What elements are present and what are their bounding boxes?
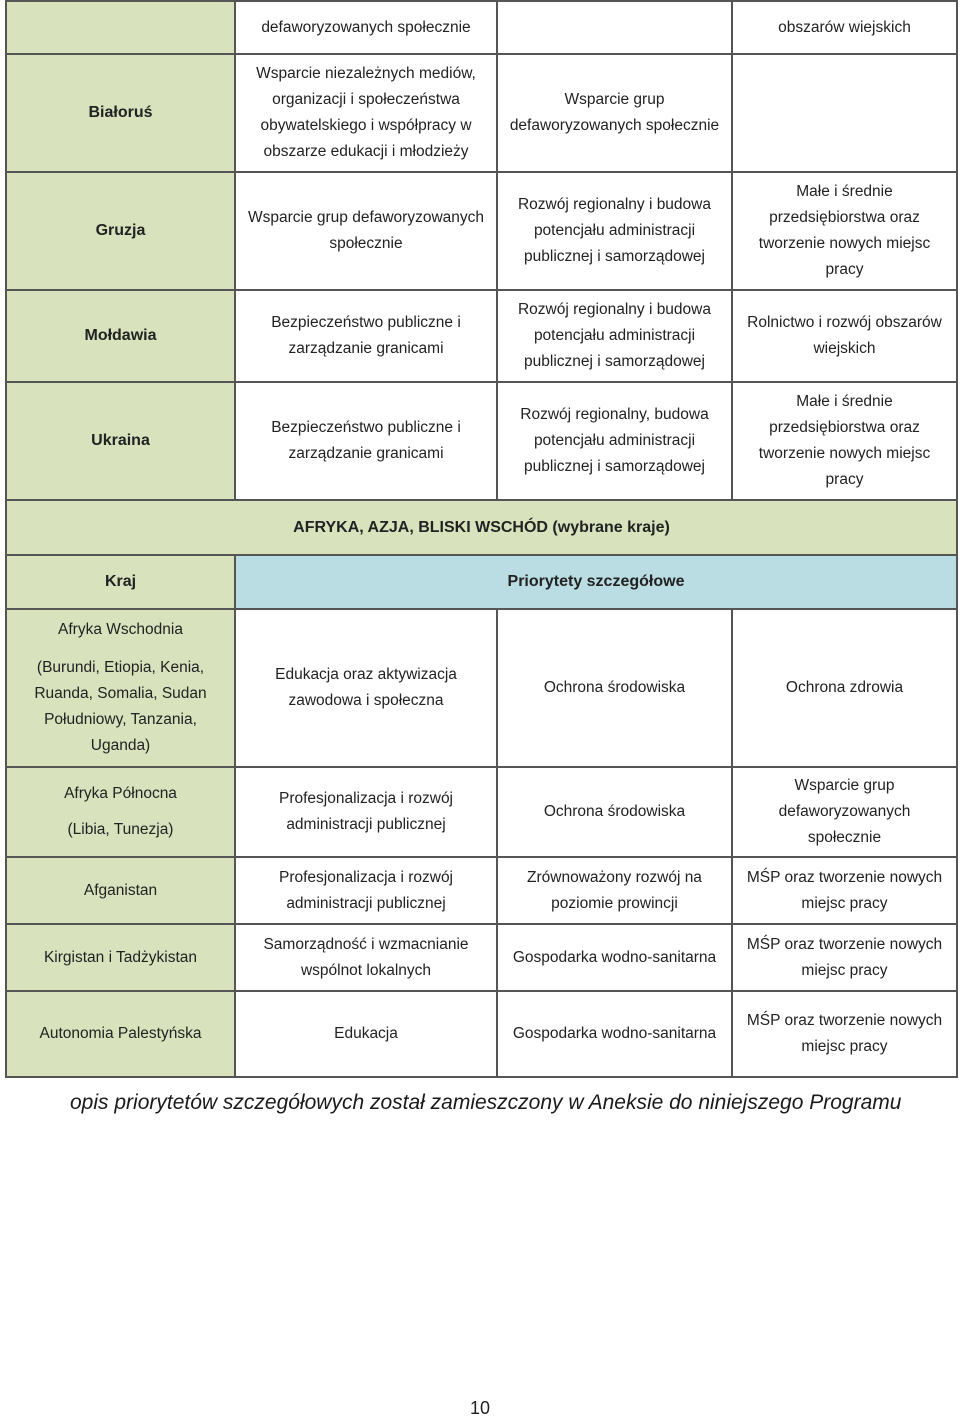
- country-cell: [6, 1, 235, 54]
- priority-cell: Wsparcie grup defaworyzowanych społecznie: [235, 172, 497, 290]
- table-row: [6, 172, 957, 290]
- priority-cell: Bezpieczeństwo publiczne i zarządzanie granicami: [235, 290, 497, 382]
- country-name: Afryka Wschodnia: [58, 621, 183, 638]
- country-cell: Ukraina: [6, 382, 235, 500]
- table-row: [6, 857, 957, 924]
- country-cell: Gruzja: [6, 172, 235, 290]
- table-row: [6, 609, 957, 767]
- table-row: [6, 924, 957, 991]
- priority-cell: Małe i średnie przedsiębiorstwa oraz tworzenie nowych miejsc pracy: [732, 172, 957, 290]
- table-row: [6, 1, 957, 54]
- table-row: [6, 54, 957, 172]
- priority-cell: Profesjonalizacja i rozwój administracji publicznej: [235, 857, 497, 924]
- country-cell: Mołdawia: [6, 290, 235, 382]
- table-row: [6, 767, 957, 857]
- priority-cell: Gospodarka wodno-sanitarna: [497, 991, 732, 1077]
- country-cell: Autonomia Palestyńska: [6, 991, 235, 1077]
- country-sub: (Burundi, Etiopia, Kenia, Ruanda, Somalia, Sudan Południowy, Tanzania, Uganda): [34, 659, 207, 754]
- priority-cell: Rolnictwo i rozwój obszarów wiejskich: [732, 290, 957, 382]
- priority-cell: Ochrona środowiska: [497, 609, 732, 767]
- country-cell: Kirgistan i Tadżykistan: [6, 924, 235, 991]
- priority-cell: MŚP oraz tworzenie nowych miejsc pracy: [732, 924, 957, 991]
- priority-cell: Edukacja: [235, 991, 497, 1077]
- priority-cell: obszarów wiejskich: [732, 1, 957, 54]
- priority-cell: Samorządność i wzmacnianie wspólnot lokalnych: [235, 924, 497, 991]
- section-row: [6, 500, 957, 555]
- table-row: [6, 382, 957, 500]
- priority-cell: Rozwój regionalny i budowa potencjału administracji publicznej i samorządowej: [497, 290, 732, 382]
- header-priorities: Priorytety szczegółowe: [235, 555, 957, 609]
- priority-cell: Wsparcie grup defaworyzowanych społecznie: [732, 767, 957, 857]
- priority-cell: Ochrona środowiska: [497, 767, 732, 857]
- priority-cell: MŚP oraz tworzenie nowych miejsc pracy: [732, 991, 957, 1077]
- priorities-table: [5, 0, 958, 1078]
- footnote: opis priorytetów szczegółowych został zamieszczony w Aneksie do niniejszego Programu: [70, 1091, 902, 1114]
- priority-cell: Ochrona zdrowia: [732, 609, 957, 767]
- priority-cell: Małe i średnie przedsiębiorstwa oraz tworzenie nowych miejsc pracy: [732, 382, 957, 500]
- priority-cell: [497, 1, 732, 54]
- priority-cell: Wsparcie grup defaworyzowanych społecznie: [497, 54, 732, 172]
- priority-cell: Edukacja oraz aktywizacja zawodowa i społeczna: [235, 609, 497, 767]
- priority-cell: Rozwój regionalny i budowa potencjału administracji publicznej i samorządowej: [497, 172, 732, 290]
- priority-cell: Zrównoważony rozwój na poziomie prowincji: [497, 857, 732, 924]
- priority-cell: Rozwój regionalny, budowa potencjału administracji publicznej i samorządowej: [497, 382, 732, 500]
- table-row: [6, 991, 957, 1077]
- country-sub: (Libia, Tunezja): [67, 821, 174, 838]
- country-cell: Afganistan: [6, 857, 235, 924]
- priority-cell: Profesjonalizacja i rozwój administracji publicznej: [235, 767, 497, 857]
- country-cell: [6, 767, 235, 857]
- priority-cell: Gospodarka wodno-sanitarna: [497, 924, 732, 991]
- header-row: [6, 555, 957, 609]
- priority-cell: MŚP oraz tworzenie nowych miejsc pracy: [732, 857, 957, 924]
- header-country: Kraj: [6, 555, 235, 609]
- country-cell: Białoruś: [6, 54, 235, 172]
- priority-cell: Wsparcie niezależnych mediów, organizacji i społeczeństwa obywatelskiego i współpracy w obszarze edukacji i młodzieży: [235, 54, 497, 172]
- page-number: 10: [469, 1398, 491, 1418]
- document-page: [5, 0, 956, 1078]
- country-name: Afryka Północna: [64, 785, 177, 802]
- priority-cell: Bezpieczeństwo publiczne i zarządzanie granicami: [235, 382, 497, 500]
- section-title: AFRYKA, AZJA, BLISKI WSCHÓD (wybrane kraje): [6, 500, 957, 555]
- priority-cell: [732, 54, 957, 172]
- priority-cell: defaworyzowanych społecznie: [235, 1, 497, 54]
- country-cell: [6, 609, 235, 767]
- table-row: [6, 290, 957, 382]
